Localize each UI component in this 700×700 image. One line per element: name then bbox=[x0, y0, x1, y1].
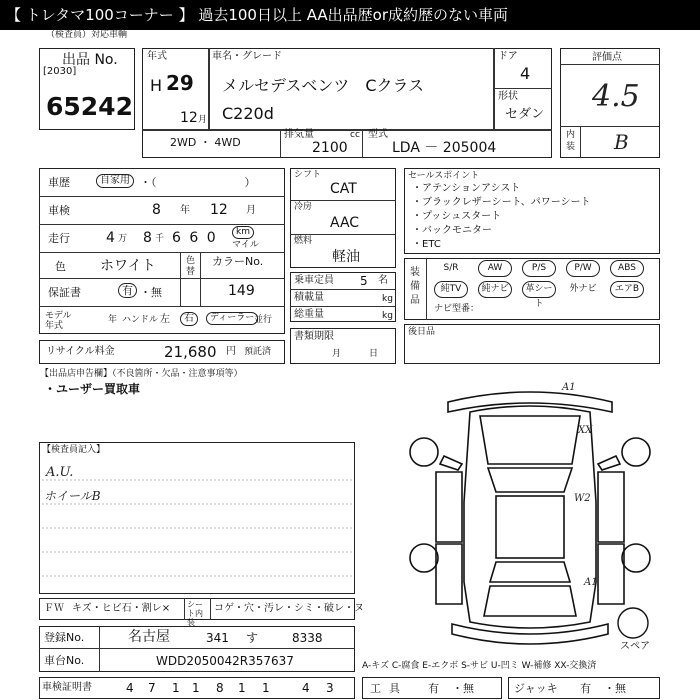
capacity-label: 乗車定員 bbox=[294, 275, 334, 286]
post-delivery-box bbox=[404, 324, 660, 364]
ac-label: 冷房 bbox=[294, 202, 313, 212]
car-grade: C220d bbox=[222, 104, 274, 123]
load-label: 積載量 bbox=[294, 292, 324, 303]
spare-tire-icon bbox=[616, 606, 650, 640]
inspection-month-unit: 月 bbox=[246, 205, 256, 216]
capacity-value: 5 bbox=[360, 274, 368, 288]
handle-right: 右 bbox=[180, 312, 198, 326]
equipment-pw: P/W bbox=[566, 260, 600, 277]
drive-type: 2WD ・ 4WD bbox=[170, 136, 241, 149]
parallel: 並行 bbox=[254, 315, 273, 325]
mark-rear-right: A1 bbox=[584, 577, 598, 588]
chassis-value: WDD2050042R357637 bbox=[156, 654, 294, 668]
navi-model-label: ナビ型番： bbox=[434, 304, 480, 314]
history-label: 車歴 bbox=[48, 176, 70, 189]
year-label: 年式 bbox=[147, 51, 167, 62]
chassis-label: 車台No. bbox=[44, 654, 85, 667]
inspection-label: 車検 bbox=[48, 204, 70, 217]
gross-unit: kg bbox=[382, 311, 393, 321]
displacement-label: 排気量 bbox=[284, 129, 314, 140]
docs-limit-label: 書類期限 bbox=[294, 331, 334, 342]
sales-point-item: ・プッシュスタート bbox=[412, 211, 502, 222]
equipment-label: 装備品 bbox=[410, 267, 420, 306]
seat-text: コゲ・穴・汚レ・シミ・破レ・ヌ bbox=[214, 603, 364, 614]
mileage-label: 走行 bbox=[48, 232, 70, 245]
color-value: ホワイト bbox=[100, 258, 156, 274]
mileage-man-unit: 万 bbox=[118, 234, 128, 244]
fuel-label: 燃料 bbox=[294, 236, 313, 246]
score-value: 4.5 bbox=[592, 79, 640, 114]
year-month: 12 bbox=[180, 110, 198, 126]
jack-label: ジャッキ bbox=[514, 682, 558, 695]
equipment-tv: 純TV bbox=[434, 281, 468, 298]
defects-text: キズ・ヒビ石・割レ× bbox=[72, 603, 171, 614]
lot-tag: [2030] bbox=[43, 66, 77, 77]
certificate-digit: 1 bbox=[172, 681, 180, 695]
equipment-sr: S/R bbox=[443, 263, 459, 273]
mileage-km: km bbox=[232, 226, 254, 239]
car-label: 車名・グレード bbox=[212, 51, 282, 62]
inspector-note-ruling bbox=[40, 460, 354, 594]
sales-points-label: セールスポイント bbox=[408, 171, 480, 181]
certificate-digit: 1 bbox=[192, 681, 200, 695]
equipment-navi: 純ナビ bbox=[478, 281, 512, 298]
jack-has: 有 bbox=[580, 682, 591, 695]
equipment-leather: 革シート bbox=[522, 281, 556, 298]
dealer: ディーラー bbox=[206, 312, 258, 325]
displacement-value: 2100 bbox=[312, 140, 348, 156]
doors-label: ドア bbox=[498, 51, 518, 62]
warranty-label: 保証書 bbox=[48, 286, 81, 299]
jack-none: ・無 bbox=[604, 682, 626, 695]
sales-point-item: ・アテンションアシスト bbox=[412, 183, 521, 194]
registration-number: 8338 bbox=[292, 631, 323, 645]
interior-value: B bbox=[614, 130, 629, 154]
seat-label: シート内装 bbox=[187, 600, 203, 627]
detail-box bbox=[39, 168, 285, 334]
inspector-note-line: ホイールB bbox=[44, 489, 101, 503]
tools-none: ・無 bbox=[452, 682, 474, 695]
seller-notes-text: ・ユーザー買取車 bbox=[44, 382, 141, 396]
color-no-label: カラーNo. bbox=[212, 255, 264, 268]
certificate-digit: 4 bbox=[126, 681, 134, 695]
color-label: 色 bbox=[55, 260, 66, 273]
sales-point-item: ・バックモニター bbox=[412, 225, 492, 236]
sales-point-item: ・ETC bbox=[412, 239, 441, 250]
banner-text: 【 トレタマ100コーナー 】 過去100日以上 AA出品歴or成約歴のない車両 bbox=[6, 6, 509, 24]
score-label: 評価点 bbox=[592, 52, 622, 63]
year-value: 29 bbox=[166, 71, 194, 95]
load-unit: kg bbox=[382, 294, 393, 304]
body-label: 形状 bbox=[498, 91, 518, 102]
defects-label: ＦＷ bbox=[44, 603, 64, 614]
mark-right-side: W2 bbox=[574, 493, 591, 504]
certificate-digit: 1 bbox=[238, 681, 246, 695]
doors-value: 4 bbox=[520, 64, 531, 83]
capacity-unit: 名 bbox=[378, 275, 388, 286]
color-change-label: 色替 bbox=[186, 256, 196, 277]
gross-label: 総重量 bbox=[294, 309, 324, 320]
inspector-notes-label: 【検査員記入】 bbox=[42, 445, 106, 455]
docs-limit-unit: 月日 bbox=[332, 349, 407, 359]
post-delivery-label: 後日品 bbox=[408, 327, 436, 337]
color-no: 149 bbox=[228, 283, 255, 299]
tools-has: 有 bbox=[428, 682, 439, 695]
equipment-ps: P/S bbox=[522, 260, 556, 277]
certificate-digit: 3 bbox=[326, 681, 334, 695]
registration-label: 登録No. bbox=[44, 631, 85, 644]
history-value: 自家用 bbox=[96, 174, 134, 188]
displacement-unit: cc bbox=[350, 130, 360, 140]
shift-label: シフト bbox=[294, 170, 322, 180]
warranty-has: 有 bbox=[118, 283, 137, 298]
mark-front-right: XX bbox=[578, 425, 593, 436]
year-era: H bbox=[150, 76, 163, 95]
car-name: メルセデスベンツ Cクラス bbox=[222, 76, 425, 95]
history-rest: ・（ ） bbox=[140, 176, 256, 189]
certificate-digit: 4 bbox=[302, 681, 310, 695]
model-year-unit: 年 bbox=[108, 315, 118, 325]
seller-notes-label: 【出品店申告欄】（不良箇所・欠品・注意事項等） bbox=[40, 369, 243, 379]
lot-number: 65242 bbox=[46, 92, 133, 121]
mileage-digits: 6 6 0 bbox=[172, 230, 218, 246]
fuel-value: 軽油 bbox=[332, 249, 360, 265]
mileage-man: 4 bbox=[106, 230, 115, 246]
model-year-label: モデル年式 bbox=[45, 311, 72, 331]
equipment-ext-navi: 外ナビ bbox=[569, 284, 597, 294]
warranty-none: ・無 bbox=[140, 286, 162, 299]
interior-label: 内装 bbox=[566, 130, 576, 152]
handle-label: ハンドル bbox=[122, 315, 159, 325]
damage-legend: A-キズ C-腐食 E-エクボ S-サビ U-凹ミ W-補修 XX-交換済 bbox=[362, 661, 597, 671]
year-month-unit: 月 bbox=[198, 115, 208, 125]
mileage-sen: 8 bbox=[143, 230, 152, 246]
body-value: セダン bbox=[505, 107, 545, 122]
registration-kana: す bbox=[246, 631, 259, 645]
sales-point-item: ・ブラックレザーシート、パワーシート bbox=[412, 197, 591, 208]
handle-left: 左 bbox=[160, 314, 170, 325]
tools-label: 工具 bbox=[370, 682, 408, 695]
mileage-mile: マイル bbox=[232, 240, 259, 250]
mileage-sen-unit: 千 bbox=[155, 234, 165, 244]
recycle-unit: 円 bbox=[226, 346, 236, 357]
recycle-label: リサイクル料金 bbox=[46, 346, 115, 357]
lot-label: 出品 No. bbox=[62, 52, 118, 68]
model-code-value: LDA － 205004 bbox=[392, 140, 497, 156]
registration-class: 341 bbox=[206, 631, 229, 645]
model-code-label: 型式 bbox=[368, 129, 388, 140]
shift-value: CAT bbox=[330, 181, 357, 197]
spare-label: スペア bbox=[620, 641, 650, 652]
equipment-abs: ABS bbox=[610, 260, 644, 277]
equipment-airbag: エアB bbox=[610, 281, 644, 298]
recycle-value: 21,680 bbox=[164, 343, 217, 361]
certificate-digit: 7 bbox=[148, 681, 156, 695]
mark-front: A1 bbox=[562, 382, 576, 393]
certificate-digit: 1 bbox=[262, 681, 270, 695]
certificate-digit: 8 bbox=[216, 681, 224, 695]
equipment-aw: AW bbox=[478, 260, 512, 277]
recycle-note: 預託済 bbox=[244, 347, 272, 357]
inspector-note-line: A.U. bbox=[46, 465, 74, 480]
inspection-month: 12 bbox=[210, 202, 228, 218]
certificate-label: 車検証明書 bbox=[42, 682, 92, 693]
inspection-year-unit: 年 bbox=[180, 205, 190, 216]
inspection-year: 8 bbox=[152, 202, 161, 218]
registration-city: 名古屋 bbox=[128, 629, 170, 645]
ac-value: AAC bbox=[330, 215, 360, 231]
header-note: （検査員）対応車輌 bbox=[46, 30, 128, 40]
